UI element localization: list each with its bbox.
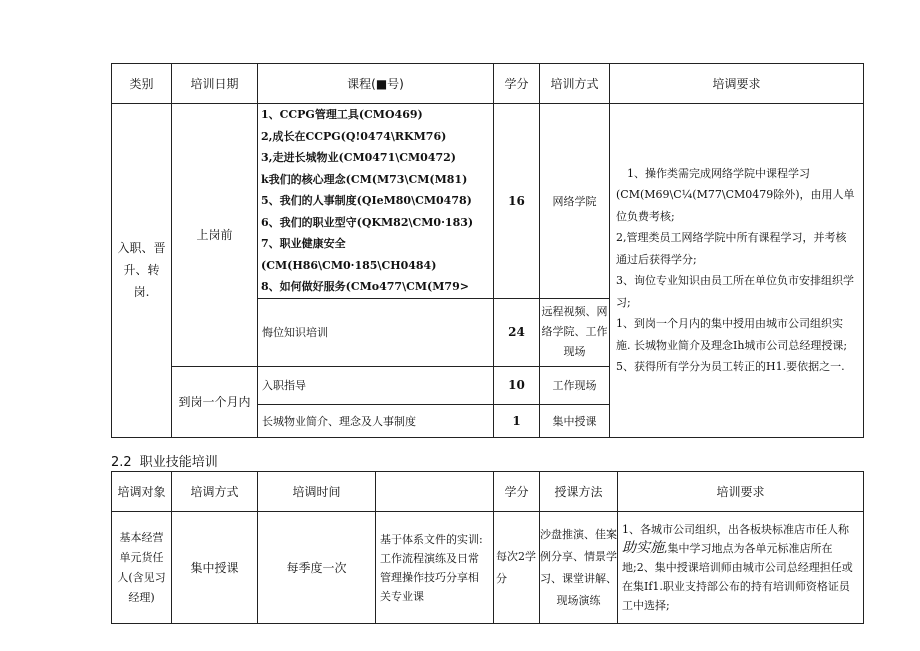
onboarding-guide: 入职指导 xyxy=(258,366,494,404)
teaching-cell: 沙盘推演、佳案例分享、情景学习、课堂讲解、现场演练 xyxy=(540,512,618,624)
section-heading xyxy=(111,451,218,470)
requirements-cell xyxy=(610,104,864,438)
header-blank xyxy=(376,472,494,512)
intro-method: 集中授课 xyxy=(540,404,610,437)
content-cell: 基于体系文件的实训:工作流程演练及日常管理操作技巧分享相关专业课 xyxy=(376,512,494,624)
before-onboarding-label: 上岗前 xyxy=(172,104,258,367)
requirement-item: 3、询位专业知识由员工所在单位负市安排组织学习; xyxy=(616,274,854,309)
header-credits: 学分 xyxy=(494,472,540,512)
section-number: 2.2 xyxy=(111,455,132,470)
skills-training-table xyxy=(111,471,864,624)
course-list xyxy=(258,104,494,299)
requirement-item: 1、操作类需完成网络学院中课程学习(CM(M69\C¼(M77\CM0479除外)，由用人单位负费考核; xyxy=(616,166,855,223)
target-cell: 基本经营单元货任人(含见习经理) xyxy=(112,512,172,624)
header-teaching: 授课方法 xyxy=(540,472,618,512)
guide-credits: 10 xyxy=(494,366,540,404)
section-title: 职业技能培训 xyxy=(139,455,218,470)
course-item: 1、CCPG管理工具(CMO469) xyxy=(261,108,423,121)
requirements-cell xyxy=(618,512,864,624)
header-category: 类别 xyxy=(112,64,172,104)
intro-credits: 1 xyxy=(494,404,540,437)
header-method: 培训方式 xyxy=(540,64,610,104)
header-target: 培调对象 xyxy=(112,472,172,512)
company-intro-course: 长城物业简介、理念及人事制度 xyxy=(258,404,494,437)
course-item: 6、我们的职业型守(QKM82\CM0·183) xyxy=(261,215,474,229)
knowledge-training: 悔位知识培训 xyxy=(258,298,494,366)
req-part2: ,集中学习地点为各单元标准店所在地;2、集中授课培训师由城市公司总经理担任或在集If1.职业支持部公布的持有培训师资格证员工中选择; xyxy=(622,542,853,612)
course-item: 2,成长在CCPG(Q!0474\RKM76) xyxy=(261,129,447,143)
requirement-item: 2,管理类员工网络学院中所有课程学习，并考核通过后获得学分; xyxy=(616,231,847,266)
header-requirements: 培训要求 xyxy=(618,472,864,512)
requirement-item: 1、到岗一个月内的集中授用由城市公司组织实施. 长城物业简介及理念Ih城市公司总经理授课; xyxy=(616,317,848,352)
header-credits: 学分 xyxy=(494,64,540,104)
knowledge-credits: 24 xyxy=(494,298,540,366)
onboarding-training-table xyxy=(111,63,864,438)
course-item: k我们的核心理念(CM(M73\CM(M81) xyxy=(261,172,468,186)
method-cell: 集中授课 xyxy=(172,512,258,624)
course-item: 7、职业健康安全(CM(H86\CM0·185\CH0484) xyxy=(261,237,437,272)
req-emphasis: 助实施 xyxy=(622,540,664,556)
header-time: 培调时间 xyxy=(258,472,376,512)
time-cell: 每季度一次 xyxy=(258,512,376,624)
category-cell: 入职、晋升、转岗. xyxy=(112,104,172,438)
requirement-item: 5、获得所有学分为员工转正的H1.要依据之一. xyxy=(616,360,845,374)
header-requirements: 培调要求 xyxy=(610,64,864,104)
knowledge-method: 远程视频、网络学院、工作现场 xyxy=(540,298,610,366)
req-part1: 1、各城市公司组织，出各板块标准店市任人称 xyxy=(622,523,849,536)
course-item: 5、我们的人事制度(QIeM80\CM0478) xyxy=(261,194,472,207)
courses-credits: 16 xyxy=(494,104,540,299)
header-method: 培调方式 xyxy=(172,472,258,512)
course-item: 3,走进长城物业(CM0471\CM0472) xyxy=(261,151,457,164)
within-month-label: 到岗一个月内 xyxy=(172,366,258,437)
courses-method: 网络学院 xyxy=(540,104,610,299)
guide-method: 工作现场 xyxy=(540,366,610,404)
credits-cell: 每次2学分 xyxy=(494,512,540,624)
header-course: 课程(■号) xyxy=(258,64,494,104)
course-item: 8、如何做好服务(CMo477\CM(M79> xyxy=(261,280,469,293)
header-date: 培训日期 xyxy=(172,64,258,104)
